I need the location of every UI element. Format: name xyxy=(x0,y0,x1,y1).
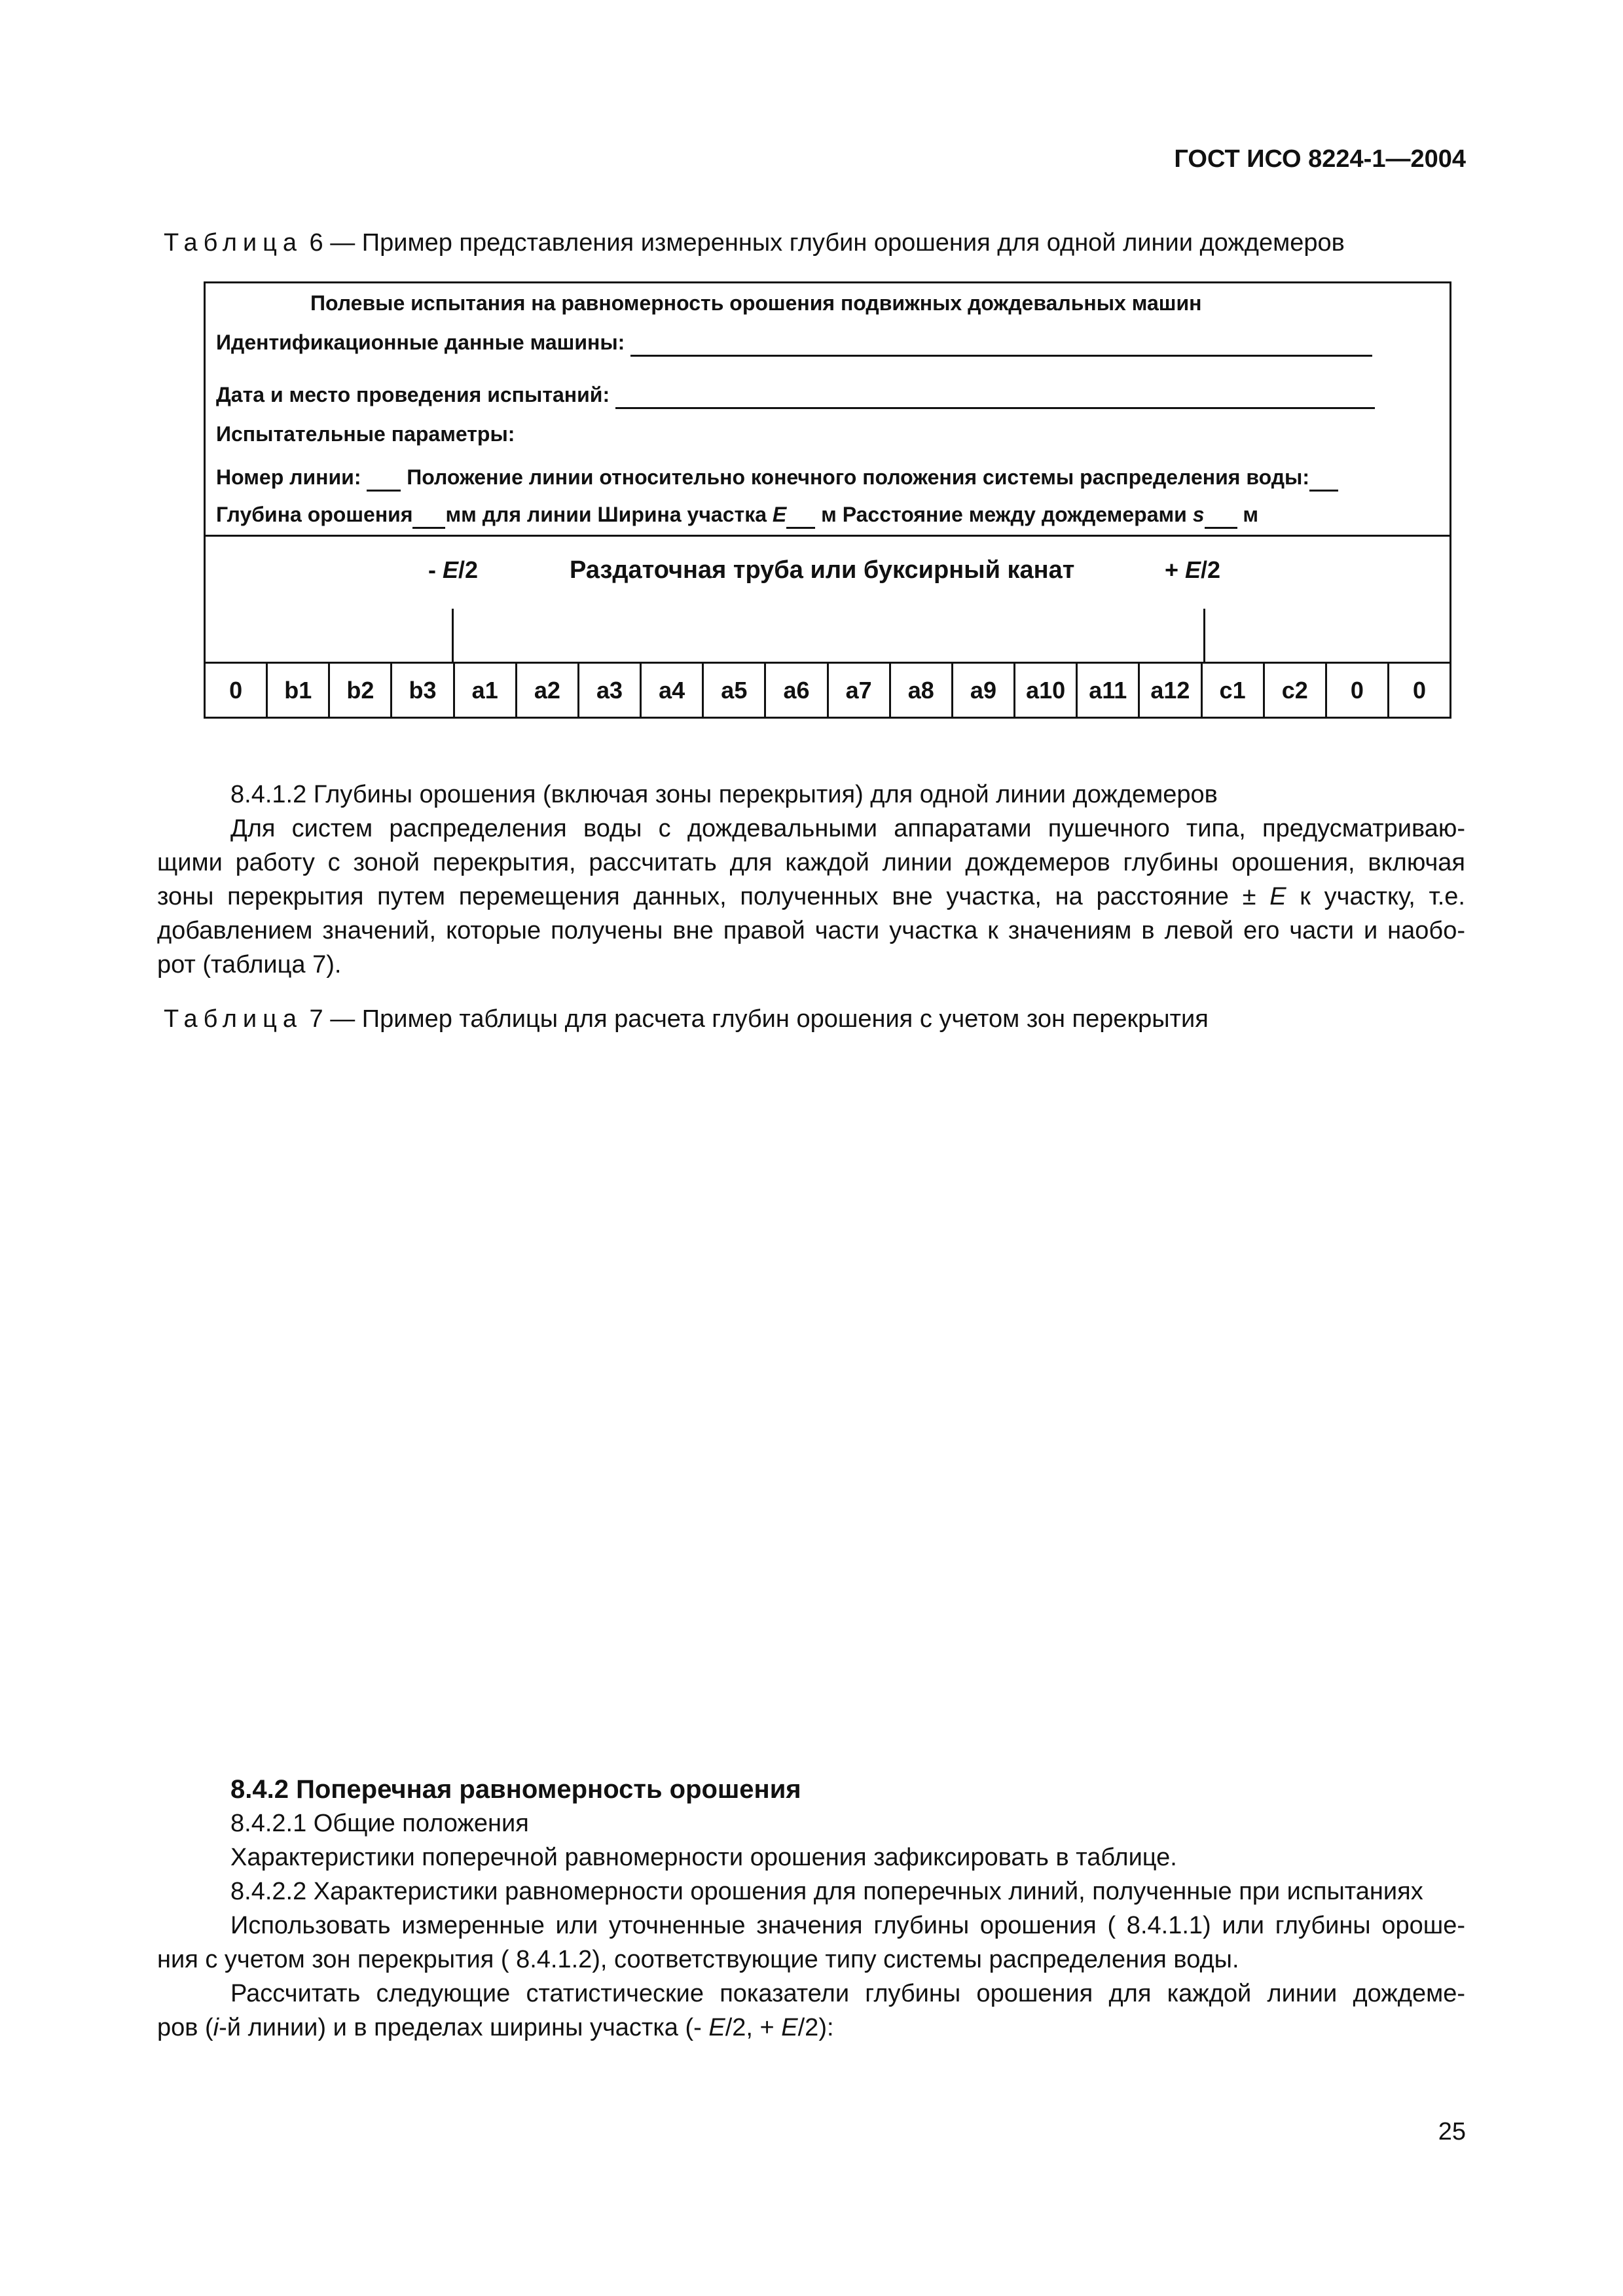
gauge-cell: c2 xyxy=(1263,664,1325,717)
section-8422-text-b: ния с учетом зон перекрытия ( 8.4.1.2), соответствующие типу системы распределения воды. xyxy=(157,1946,1239,1973)
section-8422-text-d xyxy=(157,2011,1465,2045)
text-d-3: /2, + xyxy=(725,2014,782,2041)
section-8412-line3-a: зоны перекрытия путем перемещения данных, полученных вне участка, на расстояние ± xyxy=(157,883,1270,910)
plus-E: E xyxy=(1185,556,1201,583)
depth-label: Глубина орошения xyxy=(216,503,413,526)
test-params-label: Испытательные параметры: xyxy=(216,422,515,446)
section-8412-line4: добавлением значений, которые получены вне правой части участка к значениям в левой его части и наобо- xyxy=(157,917,1465,944)
gauge-cell: a10 xyxy=(1013,664,1076,717)
table6-form-header xyxy=(206,283,1450,537)
minus-E: E xyxy=(443,556,459,583)
gauge-cell: a9 xyxy=(951,664,1013,717)
section-8412-line5: рот (таблица 7). xyxy=(157,951,342,978)
width-label: мм для линии Ширина участка xyxy=(445,503,773,526)
date-place-field[interactable] xyxy=(615,383,1375,409)
table6 xyxy=(204,281,1451,719)
spacing-field[interactable] xyxy=(1205,503,1237,529)
text-d-E2: E xyxy=(781,2014,798,2041)
text-d-4: /2): xyxy=(797,2014,834,2041)
minus-sign: - xyxy=(428,556,443,583)
section-8422-text-c: Рассчитать следующие статистические показатели глубины орошения для каждой линии дождеме- xyxy=(230,1980,1465,2007)
text-d-1: ров ( xyxy=(157,2014,213,2041)
table7-caption xyxy=(164,1005,1209,1033)
table6-caption-text: 6 — Пример представления измеренных глубин орошения для одной линии дождемеров xyxy=(302,229,1345,257)
gauge-cell: a8 xyxy=(889,664,951,717)
spacing-symbol: s xyxy=(1192,503,1205,526)
gauge-cell: b1 xyxy=(266,664,328,717)
pipe-label: Раздаточная труба или буксирный канат xyxy=(570,556,1075,584)
machine-id-row xyxy=(216,331,1372,357)
section-8412 xyxy=(157,778,1465,982)
table7-caption-text: 7 — Пример таблицы для расчета глубин орошения с учетом зон перекрытия xyxy=(302,1005,1209,1033)
document-number: ГОСТ ИСО 8224-1—2004 xyxy=(1174,145,1466,173)
gauge-cell: a4 xyxy=(640,664,702,717)
section-8422-heading: 8.4.2.2 Характеристики равномерности орошения для поперечных линий, полученные при испытаниях xyxy=(230,1878,1423,1905)
gauge-cell: 0 xyxy=(229,676,243,704)
section-842-heading: 8.4.2 Поперечная равномерность орошения xyxy=(230,1775,801,1804)
width-symbol: E xyxy=(772,503,787,526)
plus-half: /2 xyxy=(1201,556,1221,583)
table7-caption-prefix: Таблица xyxy=(164,1005,302,1033)
section-8412-line3-b: к участку, т.е. xyxy=(1286,883,1465,910)
line-number-row xyxy=(216,465,1338,492)
gauge-cell: a5 xyxy=(702,664,764,717)
plus-sign: + xyxy=(1165,556,1186,583)
gauge-cell: a11 xyxy=(1076,664,1138,717)
machine-id-field[interactable] xyxy=(630,331,1372,357)
pipe-diagram xyxy=(206,537,1450,668)
page-number: 25 xyxy=(1438,2118,1466,2145)
gauge-cells-row xyxy=(206,662,1450,717)
line-number-label: Номер линии: xyxy=(216,465,367,489)
section-8422-text-a: Использовать измеренные или уточненные значения глубины орошения ( 8.4.1.1) или глубины ороше- xyxy=(230,1912,1465,1939)
gauge-cell: 0 xyxy=(1325,664,1387,717)
minus-half: /2 xyxy=(458,556,479,583)
gauge-cell: 0 xyxy=(1387,664,1450,717)
gauge-cell: a1 xyxy=(453,664,515,717)
gauge-cell: a3 xyxy=(577,664,640,717)
section-8412-line3-E: E xyxy=(1269,883,1286,910)
spacing-unit: м xyxy=(1237,503,1259,526)
gauge-cell: b3 xyxy=(390,664,452,717)
minus-half-width-label xyxy=(428,556,478,584)
section-8412-line3 xyxy=(157,880,1465,914)
section-8412-heading: 8.4.1.2 Глубины орошения (включая зоны перекрытия) для одной линии дождемеров xyxy=(230,781,1218,808)
left-boundary-marker xyxy=(452,609,454,664)
table6-title: Полевые испытания на равномерность орошения подвижных дождевальных машин xyxy=(310,291,1202,315)
machine-id-label: Идентификационные данные машины: xyxy=(216,331,625,354)
text-d-2: -й линии) и в пределах ширины участка (- xyxy=(219,2014,709,2041)
table6-caption xyxy=(164,229,1345,257)
gauge-cell: a2 xyxy=(515,664,577,717)
width-field[interactable] xyxy=(786,503,815,529)
gauge-cell: a12 xyxy=(1138,664,1200,717)
line-position-field[interactable] xyxy=(1309,465,1338,492)
gauge-cell: a7 xyxy=(827,664,889,717)
gauge-cell: b2 xyxy=(328,664,390,717)
gauge-cell: a6 xyxy=(764,664,826,717)
section-8421-text: Характеристики поперечной равномерности орошения зафиксировать в таблице. xyxy=(230,1844,1177,1871)
gauge-cell: c1 xyxy=(1201,664,1263,717)
depth-row xyxy=(216,503,1258,529)
spacing-label: м Расстояние между дождемерами xyxy=(815,503,1193,526)
text-d-i: i xyxy=(213,2014,219,2041)
right-boundary-marker xyxy=(1203,609,1205,664)
section-842 xyxy=(157,1772,1465,2045)
line-position-label: Положение линии относительно конечного положения системы распределения воды: xyxy=(401,465,1309,489)
section-8421-heading: 8.4.2.1 Общие положения xyxy=(230,1810,529,1837)
line-number-field[interactable] xyxy=(367,465,401,492)
text-d-E1: E xyxy=(708,2014,725,2041)
date-place-row xyxy=(216,383,1375,409)
depth-field[interactable] xyxy=(412,503,445,529)
section-8412-line2: щими работу с зоной перекрытия, рассчитать для каждой линии дождемеров глубины орошения, включая xyxy=(157,849,1465,876)
date-place-label: Дата и место проведения испытаний: xyxy=(216,383,610,406)
section-8412-line1: Для систем распределения воды с дождевальными аппаратами пушечного типа, предусматриваю- xyxy=(230,815,1465,842)
table6-caption-prefix: Таблица xyxy=(164,229,302,257)
plus-half-width-label xyxy=(1165,556,1220,584)
